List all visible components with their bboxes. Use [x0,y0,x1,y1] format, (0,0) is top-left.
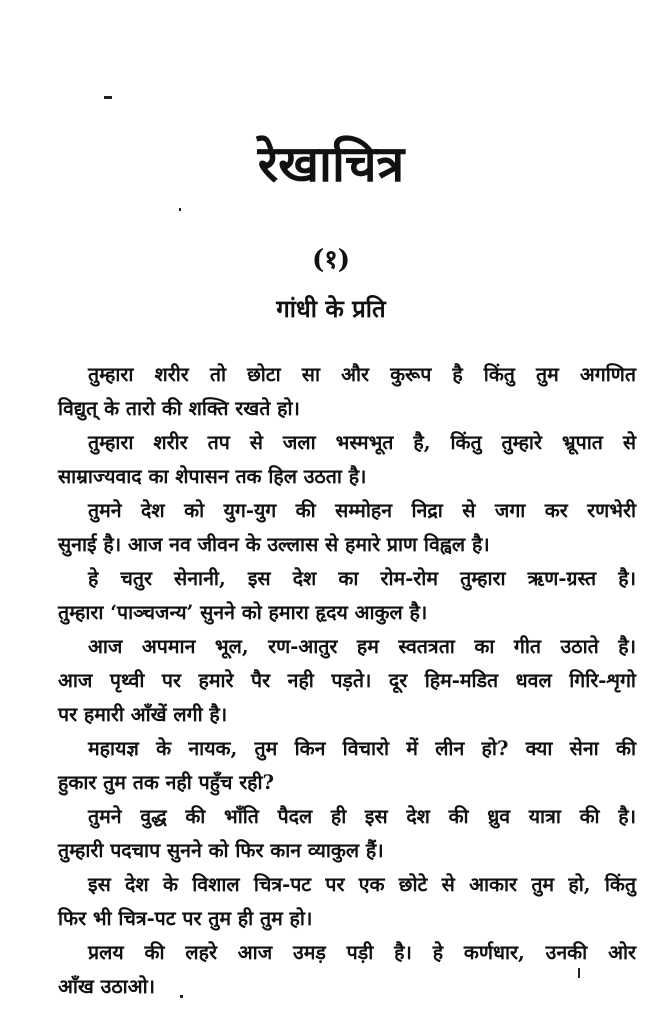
section-title: गांधी के प्रति [276,294,386,323]
scan-speck [104,96,112,99]
text-line: आज अपमान भूल, रण-आतुर हम स्वतत्रता का गीत उठाते है। [88,635,636,658]
scan-speck [180,995,183,998]
page-title: रेखाचित्र [257,134,405,193]
text-line: विद्युत् के तारो की शक्ति रखते हो। [58,397,300,420]
text-line: हुकार तुम तक नही पहुँच रही? [58,771,275,794]
text-line: फिर भी चित्र-पट पर तुम ही तुम हो। [58,907,313,930]
text-line: तुमने वुद्ध की भाँति पैदल ही इस देश की ध्रुव यात्रा की है। [88,805,636,828]
text-line: आँख उठाओ। [58,975,156,998]
section-number: (१) [311,245,351,275]
text-line: साम्राज्यवाद का शेपासन तक हिल उठता है। [58,465,367,488]
text-line: तुम्हारी पदचाप सुनने को फिर कान व्याकुल हैं। [58,839,384,862]
text-line: प्रलय की लहरे आज उमड़ पड़ी है। हे कर्णधार, उनकी ओर [88,941,636,964]
text-line: इस देश के विशाल चित्र-पट पर एक छोटे से आकार तुम हो, किंतु [88,873,636,896]
scan-speck [179,208,181,211]
text-line: आज पृथ्वी पर हमारे पैर नही पड़ते। दूर हिम-मडित धवल गिरि-शृगो [58,669,636,692]
text-line: तुमने देश को युग-युग की सम्मोहन निद्रा से जगा कर रणभेरी [88,499,636,522]
scan-speck [578,968,580,978]
text-line: तुम्हारा ‘पाञ्चजन्य’ सुनने को हमारा हृदय आकुल है। [58,601,428,624]
text-line: तुम्हारा शरीर तप से जला भस्मभूत है, किंतु तुम्हारे भ्रूपात से [88,431,636,454]
text-line: तुम्हारा शरीर तो छोटा सा और कुरूप है किंतु तुम अगणित [88,363,636,386]
text-line: सुनाई है। आज नव जीवन के उल्लास से हमारे प्राण विह्वल है। [58,533,490,556]
text-line: हे चतुर सेनानी, इस देश का रोम-रोम तुम्हारा ऋण-ग्रस्त है। [88,567,636,590]
text-line: पर हमारी आँखें लगी है। [58,703,228,726]
text-line: महायज्ञ के नायक, तुम किन विचारो में लीन हो? क्या सेना की [88,737,636,760]
